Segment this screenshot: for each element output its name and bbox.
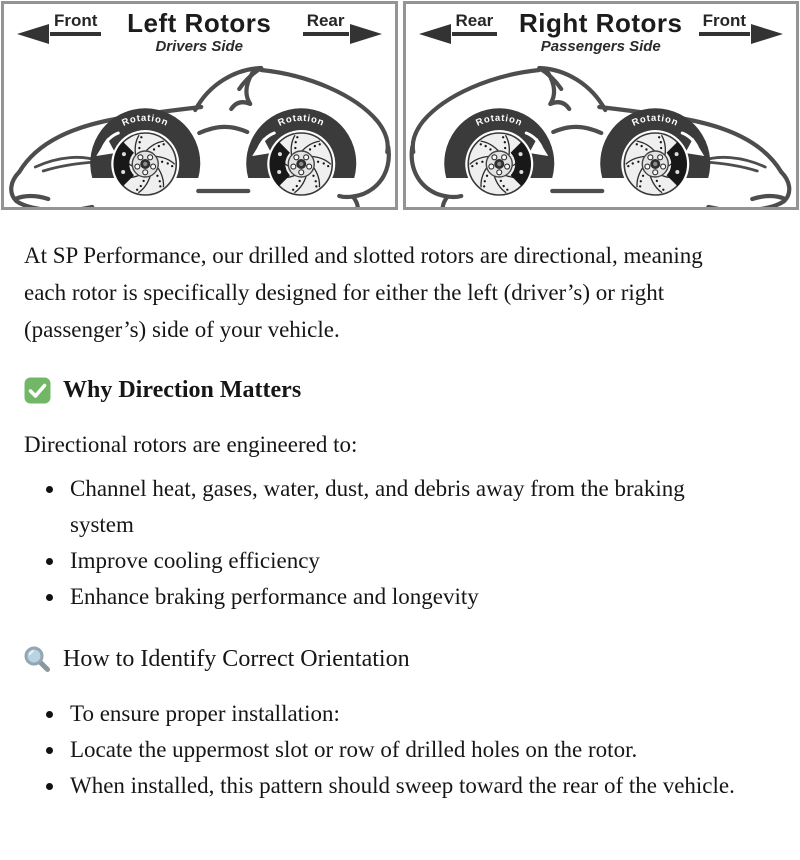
rotation-label: Rotation xyxy=(276,112,327,129)
rotation-label: Rotation xyxy=(473,112,524,129)
direction-label-text: Front xyxy=(702,11,746,30)
rotor-direction-diagram xyxy=(0,0,800,211)
rotation-label: Rotation xyxy=(629,112,680,129)
why-direction-matters-heading xyxy=(24,376,774,405)
right-arrow-icon xyxy=(348,23,382,45)
article-body xyxy=(0,211,800,860)
panel-title: Right Rotors xyxy=(519,8,683,38)
direction-label-text: Front xyxy=(54,11,98,30)
rear-direction-label xyxy=(303,12,349,36)
bullet-item: • Locate the uppermost slot or row of drilled holes on the rotor. xyxy=(66,732,742,768)
magnifying-glass-icon xyxy=(24,646,51,673)
intro-paragraph: At SP Performance, our drilled and slotted rotors are directional, meaning each rotor is specifically designed for either the left (driver’s) or right (passenger’s) side of your vehicle. xyxy=(24,243,703,342)
bullet-item: • When installed, this pattern should sweep toward the rear of the vehicle. xyxy=(66,768,742,804)
orientation-steps-list xyxy=(24,696,774,804)
direction-label-text: Rear xyxy=(306,11,345,30)
check-mark-icon xyxy=(24,377,51,404)
section-heading-text: Why Direction Matters xyxy=(63,377,302,403)
right-rotors-panel xyxy=(403,1,800,210)
direction-benefits-list xyxy=(24,471,774,615)
right-car-illustration xyxy=(406,44,797,210)
rotation-label: Rotation xyxy=(120,112,171,129)
direction-label-text: Rear xyxy=(455,11,494,30)
identify-orientation-heading xyxy=(24,645,774,674)
panel-title: Left Rotors xyxy=(127,8,272,38)
car-line-art xyxy=(406,44,797,210)
panel-subtitle: Passengers Side xyxy=(540,38,661,55)
car-line-art xyxy=(4,44,395,210)
left-rotors-panel xyxy=(1,1,398,210)
left-car-illustration xyxy=(4,44,395,210)
bullet-item: • Improve cooling efficiency xyxy=(66,543,742,579)
bullet-item: • Channel heat, gases, water, dust, and debris away from the braking system xyxy=(66,471,742,543)
engineered-to-lead: Directional rotors are engineered to: xyxy=(24,431,358,457)
car-body-group xyxy=(411,68,789,210)
right-arrow-icon xyxy=(749,23,783,45)
bullet-item: • To ensure proper installation: xyxy=(66,696,742,732)
front-direction-label xyxy=(699,12,750,36)
section-heading-text: How to Identify Correct Orientation xyxy=(63,645,410,672)
bullet-item: • Enhance braking performance and longevity xyxy=(66,579,742,615)
panel-subtitle: Drivers Side xyxy=(155,38,244,55)
car-body-group xyxy=(11,68,389,210)
